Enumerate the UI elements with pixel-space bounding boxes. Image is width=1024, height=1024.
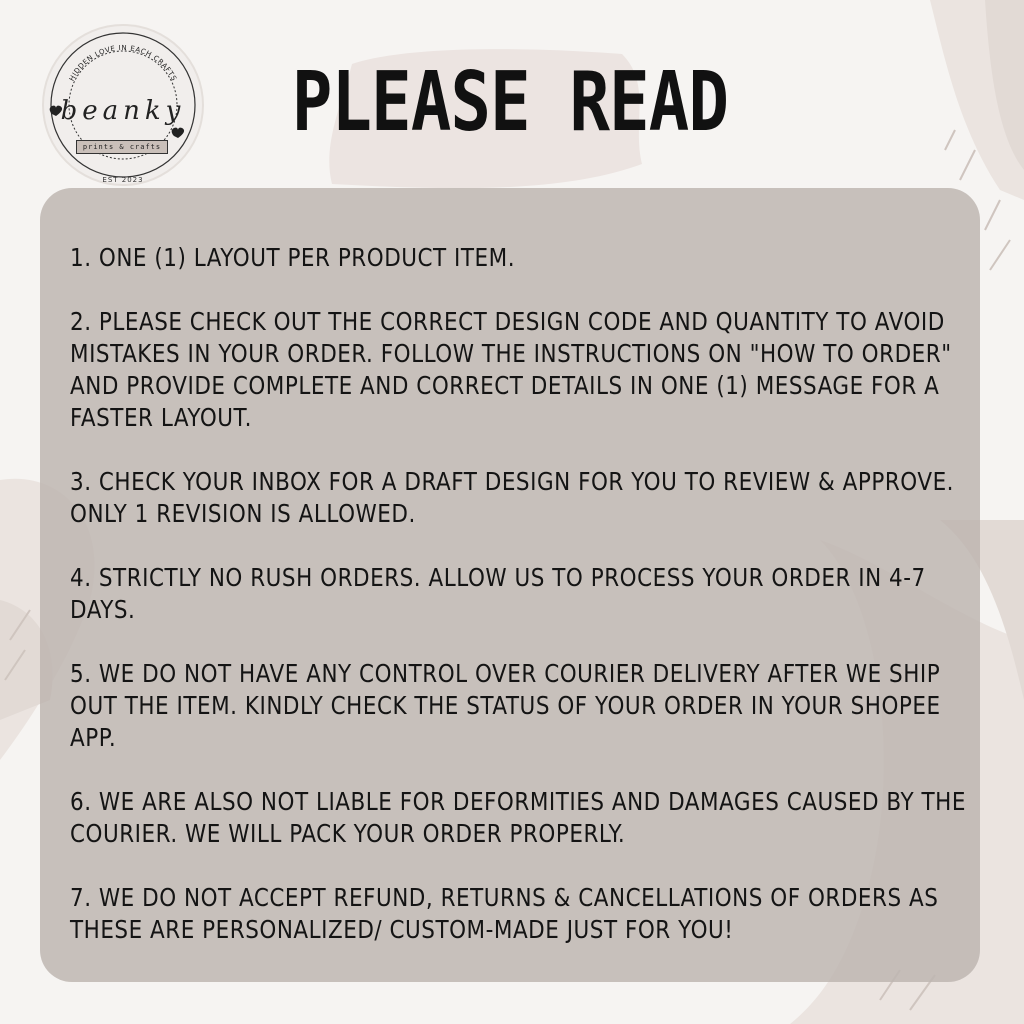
rule-item: 2. PLEASE CHECK OUT THE CORRECT DESIGN CODE AND QUANTITY TO AVOID MISTAKES IN YOUR ORDER. FOLLOW THE INSTRUCTIONS ON "HOW TO ORDER" AND PROVIDE COMPLETE AND CORRECT DETAILS IN ONE (1) MESSAGE FOR A FASTER LAYOUT. (70, 307, 952, 432)
rule-item: 5. WE DO NOT HAVE ANY CONTROL OVER COURIER DELIVERY AFTER WE SHIP OUT THE ITEM. KINDLY CHECK THE STATUS OF YOUR ORDER IN YOUR SHOPEE APP. (70, 659, 941, 752)
rule-item: 1. ONE (1) LAYOUT PER PRODUCT ITEM. (70, 243, 516, 272)
rule-item: 4. STRICTLY NO RUSH ORDERS. ALLOW US TO PROCESS YOUR ORDER IN 4-7 DAYS. (70, 563, 926, 624)
rule-item: 3. CHECK YOUR INBOX FOR A DRAFT DESIGN FOR YOU TO REVIEW & APPROVE. ONLY 1 REVISION IS ALLOWED. (70, 467, 955, 528)
rules-list (70, 242, 970, 978)
rule-item: 7. WE DO NOT ACCEPT REFUND, RETURNS & CANCELLATIONS OF ORDERS AS THESE ARE PERSONALIZED/ CUSTOM-MADE JUST FOR YOU! (70, 883, 939, 944)
page-title: PLEASE READ (291, 55, 729, 150)
logo-established: EST 2023 (102, 176, 144, 184)
brand-logo (44, 26, 202, 184)
logo-tagline: prints & crafts (76, 140, 168, 154)
logo-brand-name: beanky (60, 96, 186, 126)
rule-item: 6. WE ARE ALSO NOT LIABLE FOR DEFORMITIES AND DAMAGES CAUSED BY THE COURIER. WE WILL PACK YOUR ORDER PROPERLY. (70, 787, 966, 848)
svg-text:HIDDEN LOVE IN EACH CRAFTS (68, 44, 178, 83)
logo-ring-text: HIDDEN LOVE IN EACH CRAFTS (67, 43, 179, 83)
